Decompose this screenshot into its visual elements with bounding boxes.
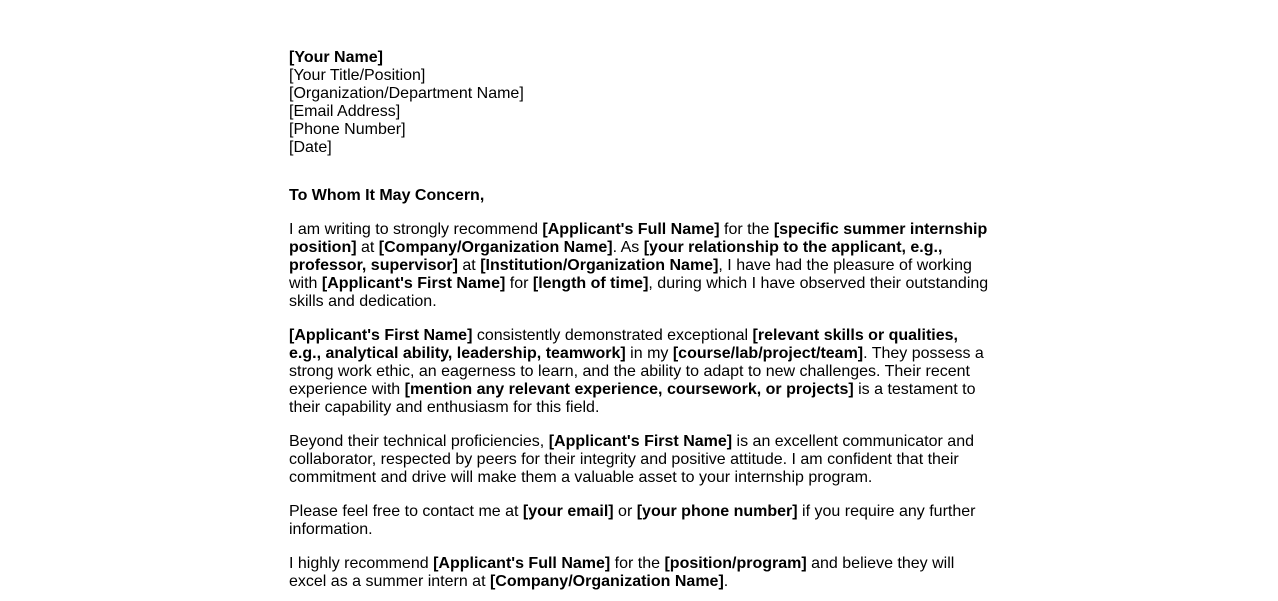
placeholder-applicant-full-name: [Applicant's Full Name] — [433, 555, 611, 572]
text-run: is an excellent communicator and collaborator, respected by peers for their integrity and positive attitude. I am confident that their commitment and drive will make them a valuable asset to your internship program. — [289, 433, 974, 486]
text-run: . They possess a strong work ethic, an eagerness to learn, and the ability to adapt to new challenges. Their recent experience with — [289, 345, 984, 398]
placeholder-company-name: [Company/Organization Name] — [378, 239, 613, 256]
placeholder-your-email: [your email] — [522, 503, 614, 520]
text-run: consistently demonstrated exceptional — [472, 327, 753, 344]
sender-header — [289, 49, 993, 157]
paragraph-skills — [289, 327, 993, 417]
sender-name: [Your Name] — [289, 49, 383, 66]
paragraph-character — [289, 433, 993, 487]
text-run: at — [457, 257, 481, 274]
text-run: or — [613, 503, 637, 520]
paragraph-closing — [289, 555, 993, 591]
text-run: in my — [625, 345, 673, 362]
text-run: if you require any further information. — [289, 503, 976, 538]
text-run: is a testament to their capability and enthusiasm for this field. — [289, 381, 976, 416]
text-run: Please feel free to contact me at — [289, 503, 523, 520]
placeholder-relationship: [your relationship to the applicant, e.g., professor, supervisor] — [289, 239, 943, 274]
paragraph-contact — [289, 503, 993, 539]
placeholder-length-of-time: [length of time] — [532, 275, 649, 292]
sender-organization: [Organization/Department Name] — [289, 85, 524, 102]
letter-document — [289, 49, 993, 591]
placeholder-your-phone: [your phone number] — [636, 503, 798, 520]
salutation: To Whom It May Concern, — [289, 187, 485, 204]
sender-phone: [Phone Number] — [289, 121, 406, 138]
text-run: . As — [612, 239, 644, 256]
text-run: at — [356, 239, 379, 256]
placeholder-course-lab-project: [course/lab/project/team] — [672, 345, 864, 362]
placeholder-applicant-first-name: [Applicant's First Name] — [289, 327, 473, 344]
placeholder-applicant-first-name: [Applicant's First Name] — [321, 275, 506, 292]
text-run: , I have had the pleasure of working with — [289, 257, 972, 292]
placeholder-applicant-full-name: [Applicant's Full Name] — [542, 221, 720, 238]
sender-title: [Your Title/Position] — [289, 67, 426, 84]
placeholder-company-name: [Company/Organization Name] — [489, 573, 724, 590]
placeholder-position-program: [position/program] — [664, 555, 807, 572]
text-run: for the — [610, 555, 665, 572]
placeholder-institution-name: [Institution/Organization Name] — [480, 257, 719, 274]
paragraph-introduction — [289, 221, 993, 311]
text-run: Beyond their technical proficiencies, — [289, 433, 549, 450]
text-run: , during which I have observed their outstanding skills and dedication. — [289, 275, 989, 310]
placeholder-relevant-skills: [relevant skills or qualities, e.g., analytical ability, leadership, teamwork] — [289, 327, 958, 362]
sender-email: [Email Address] — [289, 103, 401, 120]
text-run: for — [505, 275, 533, 292]
placeholder-internship-position: [specific summer internship position] — [289, 221, 988, 256]
letter-date: [Date] — [289, 139, 332, 156]
placeholder-relevant-experience: [mention any relevant experience, coursework, or projects] — [404, 381, 854, 398]
text-run: and believe they will excel as a summer intern at — [289, 555, 955, 590]
text-run: I am writing to strongly recommend — [289, 221, 543, 238]
placeholder-applicant-first-name: [Applicant's First Name] — [548, 433, 733, 450]
text-run: I highly recommend — [289, 555, 434, 572]
text-run: for the — [719, 221, 774, 238]
text-run: . — [723, 573, 729, 590]
